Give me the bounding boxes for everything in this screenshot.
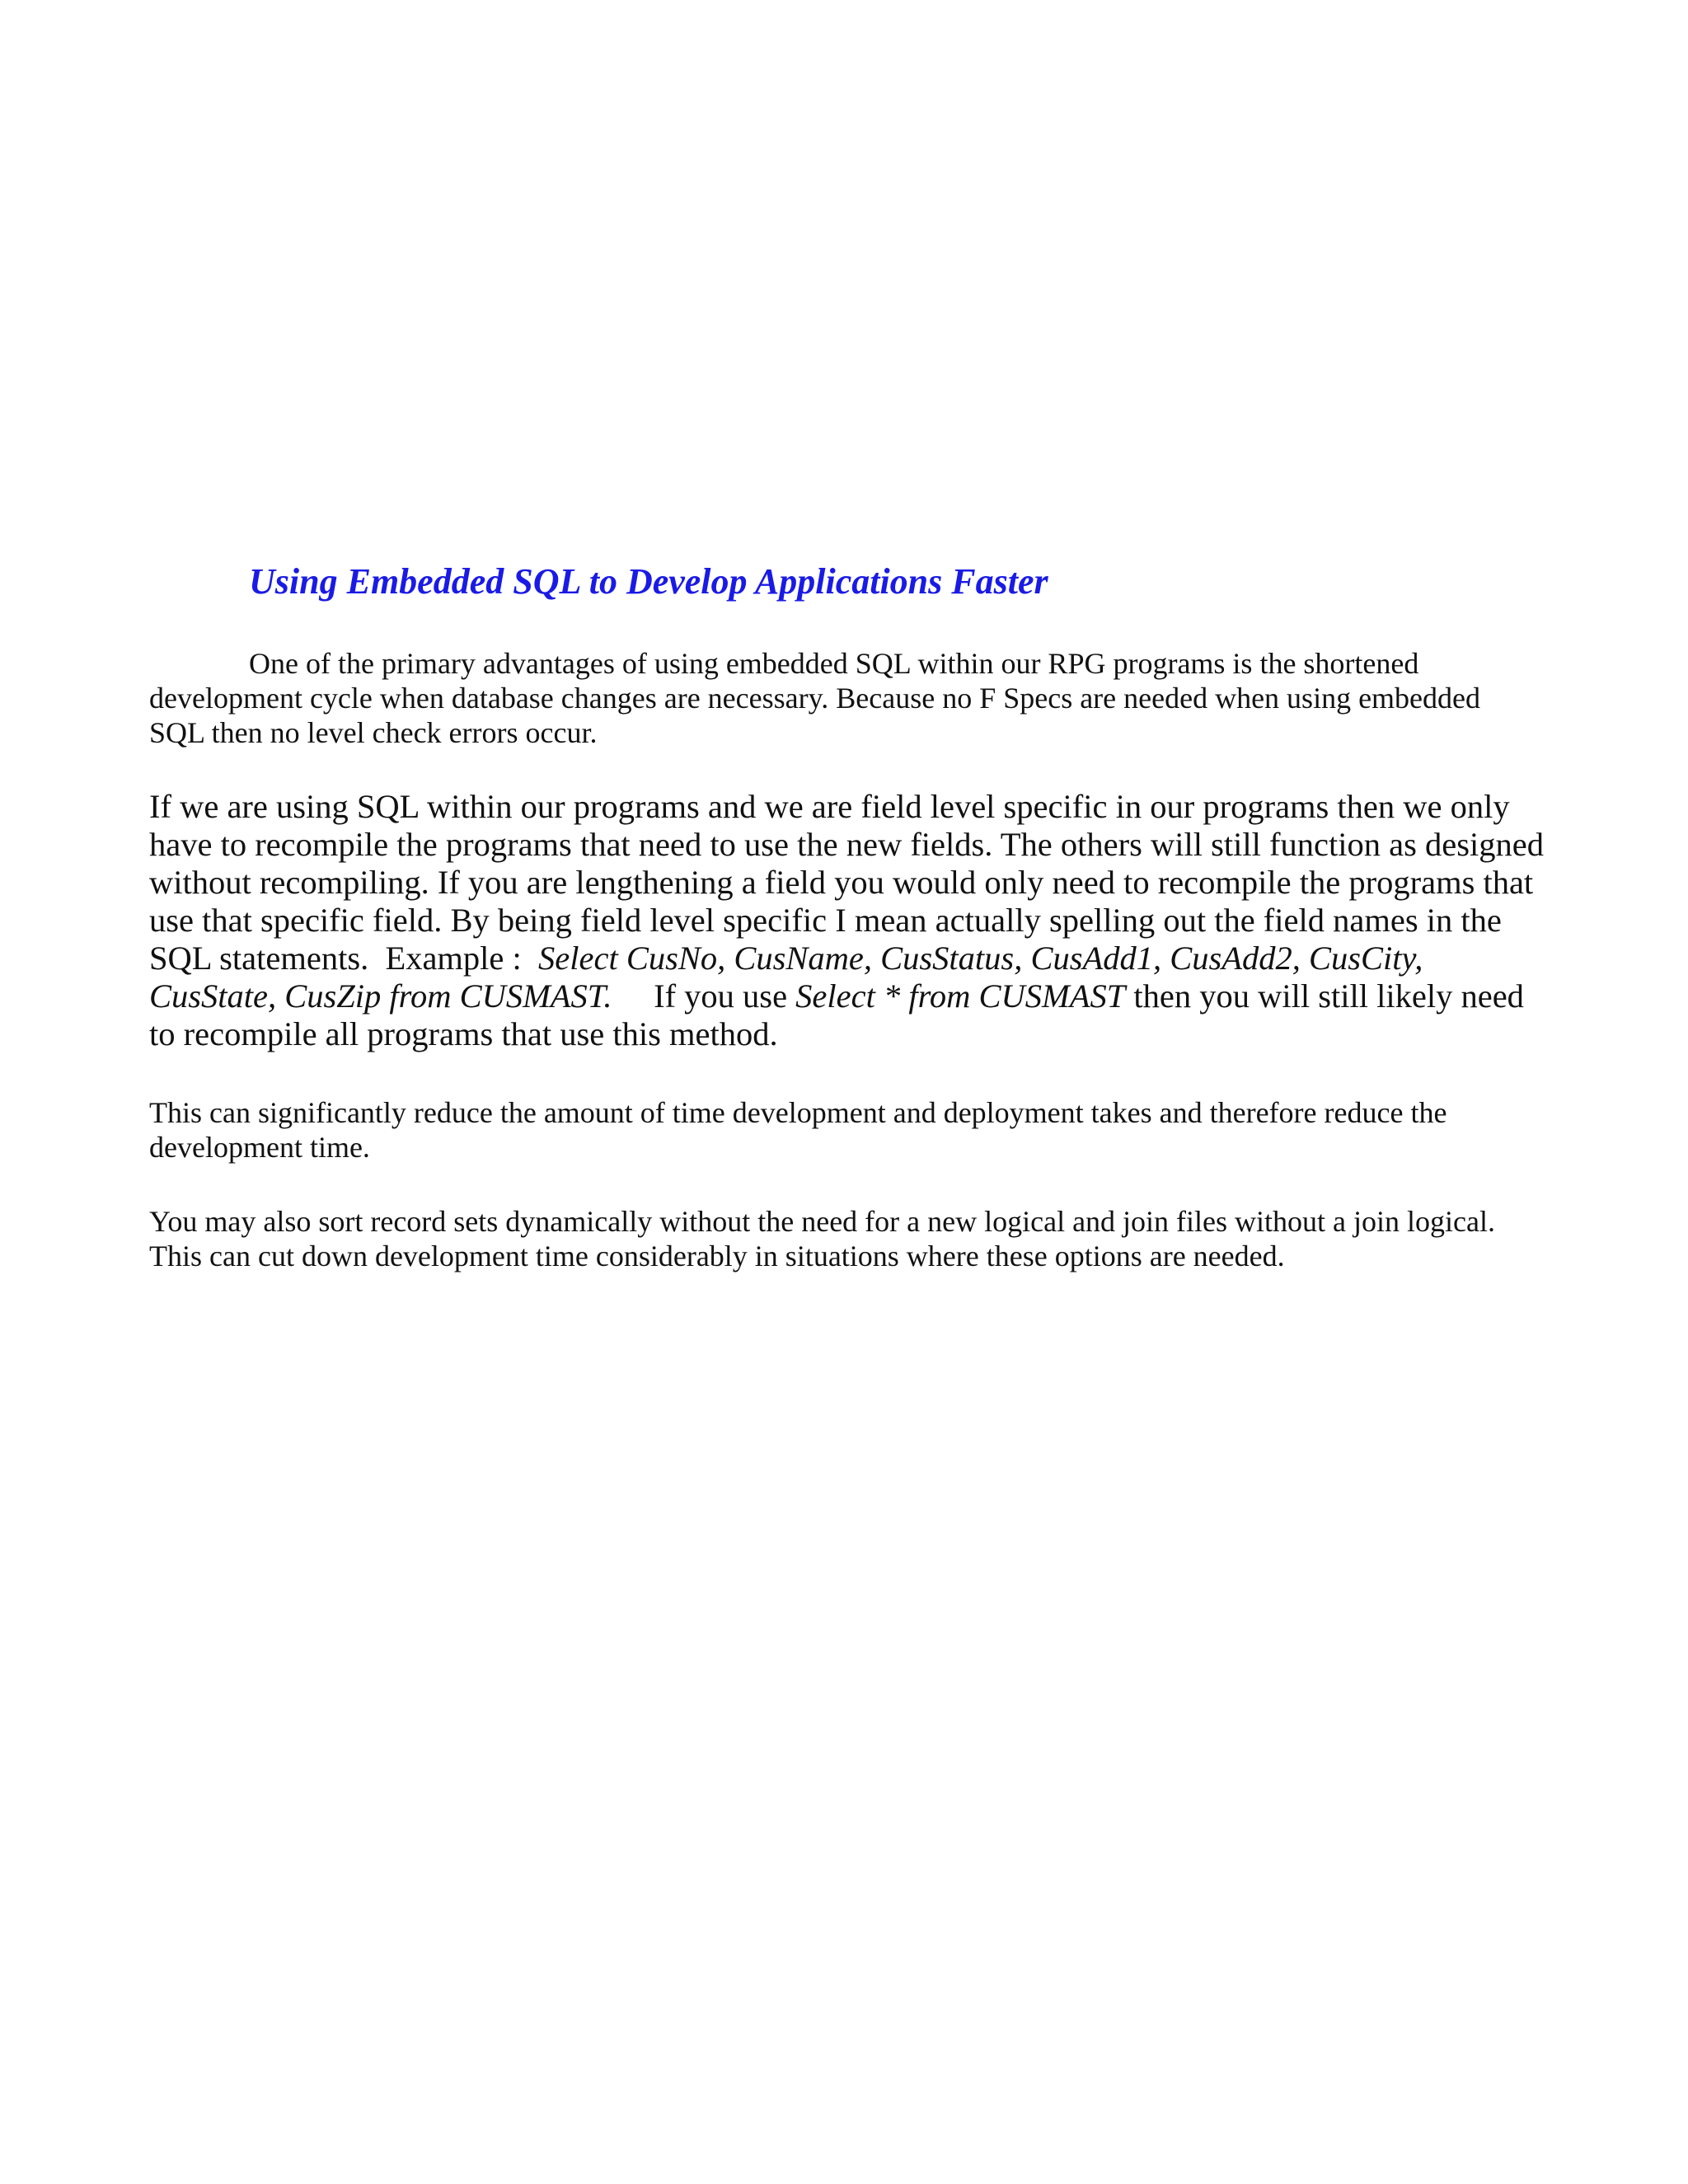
paragraph-2-line-7: to recompile all programs that use this method. xyxy=(149,1015,778,1052)
paragraph-1 xyxy=(149,646,1550,750)
select-all-intro: If you use xyxy=(612,977,796,1015)
paragraph-1-line-2: development cycle when database changes are necessary. Because no F Specs are needed when using embedded xyxy=(149,682,1481,715)
paragraph-3-line-1: This can significantly reduce the amount of time development and deployment takes and therefore reduce the xyxy=(149,1096,1447,1129)
example-select-fields-end: CusState, CusZip from CUSMAST. xyxy=(149,977,612,1015)
example-select-all: Select * from CUSMAST xyxy=(795,977,1126,1015)
paragraph-1-line-1: One of the primary advantages of using embedded SQL within our RPG programs is the shortened xyxy=(249,647,1419,680)
paragraph-2-line-5 xyxy=(149,940,1550,977)
paragraph-2-line-3: without recompiling. If you are lengthening a field you would only need to recompile the programs that xyxy=(149,864,1534,901)
paragraph-2-line-4: use that specific field. By being field level specific I mean actually spelling out the field names in the xyxy=(149,902,1502,939)
paragraph-2-line-1: If we are using SQL within our programs and we are field level specific in our programs then we only xyxy=(149,788,1510,825)
paragraph-4-line-1: You may also sort record sets dynamically without the need for a new logical and join files without a join logical. xyxy=(149,1205,1495,1238)
paragraph-3 xyxy=(149,1095,1550,1165)
paragraph-1-line-3: SQL then no level check errors occur. xyxy=(149,716,598,749)
paragraph-2-line-2: have to recompile the programs that need to use the new fields. The others will still function as designed xyxy=(149,826,1544,863)
paragraph-2-line-6 xyxy=(149,977,1550,1015)
paragraph-3-line-2: development time. xyxy=(149,1131,370,1164)
example-intro: SQL statements. Example : xyxy=(149,940,539,977)
select-all-consequence: then you will still likely need xyxy=(1125,977,1524,1015)
paragraph-4 xyxy=(149,1204,1550,1273)
document-title: Using Embedded SQL to Develop Applications Faster xyxy=(249,561,1048,602)
paragraph-4-line-2: This can cut down development time considerably in situations where these options are needed. xyxy=(149,1240,1285,1272)
paragraph-2 xyxy=(149,788,1550,1053)
example-select-fields: Select CusNo, CusName, CusStatus, CusAdd1, CusAdd2, CusCity, xyxy=(538,940,1423,977)
